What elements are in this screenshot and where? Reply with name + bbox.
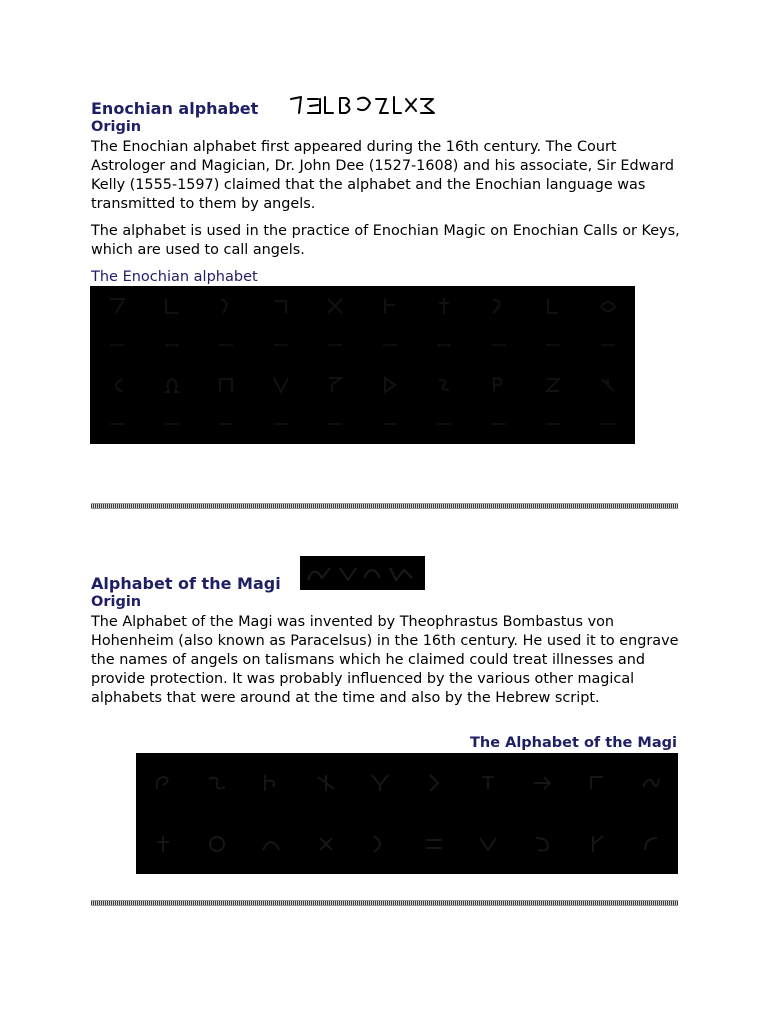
magi-glyph bbox=[244, 814, 298, 875]
magi-glyph bbox=[353, 814, 407, 875]
magi-heading: Alphabet of the Magi bbox=[91, 574, 281, 593]
magi-script-icon bbox=[300, 556, 425, 590]
enochian-glyph bbox=[581, 286, 636, 326]
enochian-glyph bbox=[526, 365, 581, 405]
enochian-name-cell bbox=[308, 326, 363, 366]
enochian-glyph bbox=[90, 286, 145, 326]
enochian-glyph bbox=[417, 286, 472, 326]
magi-glyph bbox=[624, 753, 678, 814]
enochian-glyph bbox=[254, 286, 309, 326]
enochian-name-cell bbox=[199, 326, 254, 366]
magi-glyph bbox=[515, 753, 569, 814]
enochian-glyph bbox=[145, 365, 200, 405]
enochian-glyph bbox=[363, 365, 418, 405]
magi-glyph bbox=[515, 814, 569, 875]
magi-glyph bbox=[136, 814, 190, 875]
magi-glyph bbox=[407, 753, 461, 814]
magi-glyph bbox=[461, 814, 515, 875]
magi-glyph bbox=[190, 814, 244, 875]
enochian-paragraph-2: The alphabet is used in the practice of Enochian Magic on Enochian Calls or Keys, which are used to call angels. bbox=[91, 223, 680, 258]
enochian-alphabet-table bbox=[90, 286, 635, 444]
magi-paragraph: The Alphabet of the Magi was invented by Theophrastus Bombastus von Hohenheim (also known as Paracelsus) in the 16th century. He used it to engrave the names of angels on talismans which he claimed could treat illnesses and provide protection. It was probably influenced by the various other magical alphabets that were around at the time and also by the Hebrew script. bbox=[91, 614, 679, 706]
enochian-name-cell bbox=[526, 405, 581, 445]
enochian-table-caption: The Enochian alphabet bbox=[91, 269, 258, 285]
enochian-heading: Enochian alphabet bbox=[91, 99, 259, 118]
magi-glyph bbox=[299, 753, 353, 814]
enochian-glyph bbox=[254, 365, 309, 405]
enochian-script-icon bbox=[288, 93, 438, 119]
enochian-name-cell bbox=[363, 405, 418, 445]
section-separator bbox=[91, 900, 678, 906]
magi-alphabet-table bbox=[136, 753, 678, 874]
enochian-name-cell bbox=[526, 326, 581, 366]
magi-glyph bbox=[299, 814, 353, 875]
magi-table-caption: The Alphabet of the Magi bbox=[470, 735, 677, 751]
enochian-origin-label: Origin bbox=[91, 119, 142, 135]
enochian-name-cell bbox=[472, 326, 527, 366]
enochian-glyph bbox=[417, 365, 472, 405]
enochian-glyph bbox=[472, 365, 527, 405]
magi-glyph bbox=[570, 814, 624, 875]
enochian-glyph bbox=[308, 286, 363, 326]
magi-glyph bbox=[136, 753, 190, 814]
enochian-name-cell bbox=[417, 405, 472, 445]
section-separator bbox=[91, 503, 678, 509]
enochian-glyph bbox=[363, 286, 418, 326]
enochian-name-cell bbox=[90, 326, 145, 366]
enochian-glyph bbox=[199, 365, 254, 405]
magi-glyph bbox=[407, 814, 461, 875]
enochian-name-cell bbox=[581, 326, 636, 366]
enochian-paragraph-1: The Enochian alphabet first appeared during the 16th century. The Court Astrologer and Magician, Dr. John Dee (1527-1608) and his associate, Sir Edward Kelly (1555-1597) claimed that the alphabet and the Enochian language was transmitted to them by angels. bbox=[91, 139, 675, 212]
magi-glyph bbox=[244, 753, 298, 814]
magi-glyph bbox=[461, 753, 515, 814]
enochian-glyph bbox=[199, 286, 254, 326]
enochian-glyph bbox=[90, 365, 145, 405]
enochian-name-cell bbox=[145, 326, 200, 366]
magi-glyph bbox=[570, 753, 624, 814]
enochian-name-cell bbox=[145, 405, 200, 445]
enochian-name-cell bbox=[199, 405, 254, 445]
magi-glyph bbox=[353, 753, 407, 814]
enochian-glyph bbox=[145, 286, 200, 326]
enochian-glyph bbox=[472, 286, 527, 326]
enochian-name-cell bbox=[90, 405, 145, 445]
enochian-name-cell bbox=[308, 405, 363, 445]
magi-origin-label: Origin bbox=[91, 594, 142, 610]
enochian-name-cell bbox=[254, 405, 309, 445]
magi-glyph bbox=[624, 814, 678, 875]
enochian-name-cell bbox=[363, 326, 418, 366]
enochian-glyph bbox=[308, 365, 363, 405]
enochian-name-cell bbox=[581, 405, 636, 445]
enochian-name-cell bbox=[417, 326, 472, 366]
enochian-glyph bbox=[581, 365, 636, 405]
enochian-name-cell bbox=[254, 326, 309, 366]
magi-glyph bbox=[190, 753, 244, 814]
enochian-glyph bbox=[526, 286, 581, 326]
enochian-name-cell bbox=[472, 405, 527, 445]
